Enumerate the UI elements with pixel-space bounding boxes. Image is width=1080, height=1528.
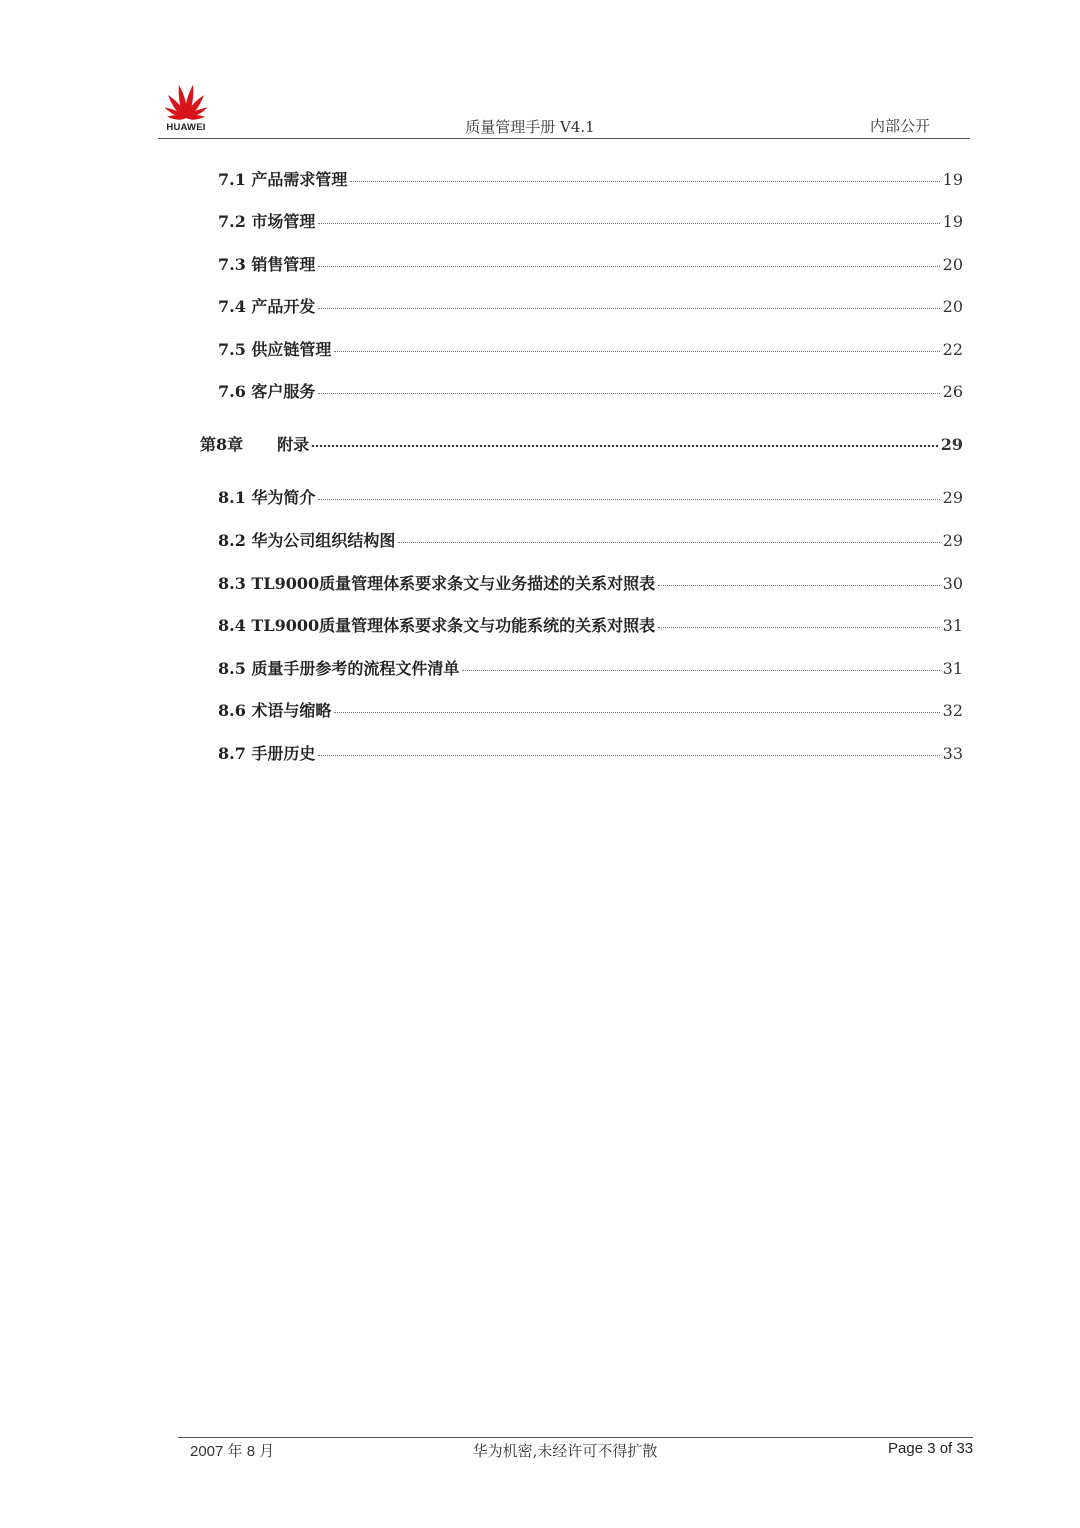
toc-entry-page: 30 <box>942 574 963 593</box>
toc-entry-page: 29 <box>942 531 963 550</box>
classification-label: 内部公开 <box>869 117 930 135</box>
toc-entry-page: 29 <box>942 488 963 507</box>
toc-entry-7-5[interactable] <box>218 337 963 361</box>
toc-entry-page: 31 <box>942 659 963 678</box>
toc-entry-title: 市场管理 <box>251 212 316 231</box>
confidentiality-notice: 华为机密,未经许可不得扩散 <box>472 1442 658 1460</box>
toc-chapter-page: 29 <box>940 435 963 454</box>
toc-entry-7-6[interactable] <box>218 379 963 403</box>
footer-divider <box>178 1437 973 1438</box>
toc-entry-number: 8.2 <box>218 531 246 550</box>
toc-entry-title: TL9000质量管理体系要求条文与业务描述的关系对照表 <box>251 574 656 593</box>
toc-entry-8-5[interactable] <box>218 656 963 680</box>
logo-text: HUAWEI <box>166 122 206 133</box>
toc-entry-number: 7.4 <box>218 297 246 316</box>
toc-dot-leader <box>350 181 939 182</box>
toc-entry-title: 产品开发 <box>251 297 316 316</box>
toc-entry-title: 客户服务 <box>251 382 316 401</box>
toc-entry-title: 术语与缩略 <box>251 701 332 720</box>
toc-entry-page: 22 <box>942 340 963 359</box>
toc-entry-page: 20 <box>942 255 963 274</box>
toc-entry-number: 7.2 <box>218 212 246 231</box>
toc-entry-8-2[interactable] <box>218 528 963 552</box>
toc-dot-leader <box>318 308 939 309</box>
footer-date: 2007 年 8 月 <box>190 1443 275 1460</box>
toc-dot-leader <box>398 542 939 543</box>
toc-entry-8-3[interactable] <box>218 571 963 595</box>
toc-entry-title: 华为公司组织结构图 <box>251 531 396 550</box>
toc-entry-title: TL9000质量管理体系要求条文与功能系统的关系对照表 <box>251 616 656 635</box>
toc-entry-7-4[interactable] <box>218 294 963 318</box>
toc-entry-number: 8.5 <box>218 659 246 678</box>
toc-entry-number: 8.3 <box>218 574 246 593</box>
toc-entry-number: 8.4 <box>218 616 246 635</box>
toc-entry-number: 8.6 <box>218 701 246 720</box>
toc-chapter-title: 附录 <box>277 435 310 454</box>
toc-entry-number: 8.7 <box>218 744 246 763</box>
toc-entry-page: 26 <box>942 382 963 401</box>
toc-entry-8-6[interactable] <box>218 698 963 722</box>
toc-entry-number: 7.1 <box>218 170 246 189</box>
toc-entry-number: 8.1 <box>218 488 246 507</box>
toc-entry-page: 31 <box>942 616 963 635</box>
toc-entry-page: 32 <box>942 701 963 720</box>
page-number: Page 3 of 33 <box>888 1440 974 1457</box>
toc-entry-7-1[interactable] <box>218 167 963 191</box>
toc-dot-leader <box>318 755 939 756</box>
toc-entry-8-4[interactable] <box>218 613 963 637</box>
document-title: 质量管理手册 V4.1 <box>465 118 595 136</box>
toc-entry-title: 供应链管理 <box>251 340 332 359</box>
toc-entry-title: 质量手册参考的流程文件清单 <box>251 659 460 678</box>
toc-dot-leader <box>318 499 939 500</box>
toc-dot-leader <box>312 445 938 447</box>
toc-dot-leader <box>318 266 939 267</box>
toc-dot-leader <box>334 351 939 352</box>
toc-entry-8-7[interactable] <box>218 741 963 765</box>
toc-entry-title: 手册历史 <box>251 744 316 763</box>
toc-entry-page: 33 <box>942 744 963 763</box>
toc-entry-page: 19 <box>942 212 963 231</box>
toc-dot-leader <box>334 712 939 713</box>
toc-chapter-number: 第8章 <box>200 435 244 454</box>
header-divider <box>158 138 970 139</box>
toc-entry-title: 华为简介 <box>251 488 316 507</box>
toc-dot-leader <box>658 627 940 628</box>
toc-dot-leader <box>462 670 939 671</box>
toc-entry-7-2[interactable] <box>218 209 963 233</box>
toc-entry-8-1[interactable] <box>218 485 963 509</box>
toc-entry-page: 20 <box>942 297 963 316</box>
huawei-logo <box>158 82 214 134</box>
toc-chapter-8[interactable] <box>200 432 963 456</box>
toc-entry-number: 7.5 <box>218 340 246 359</box>
toc-entry-7-3[interactable] <box>218 252 963 276</box>
toc-entry-title: 产品需求管理 <box>251 170 348 189</box>
toc-dot-leader <box>658 585 940 586</box>
toc-entry-number: 7.3 <box>218 255 246 274</box>
toc-dot-leader <box>318 223 939 224</box>
huawei-petal-icon <box>160 82 212 122</box>
toc-entry-page: 19 <box>942 170 963 189</box>
toc-entry-title: 销售管理 <box>251 255 316 274</box>
toc-dot-leader <box>318 393 939 394</box>
toc-entry-number: 7.6 <box>218 382 246 401</box>
